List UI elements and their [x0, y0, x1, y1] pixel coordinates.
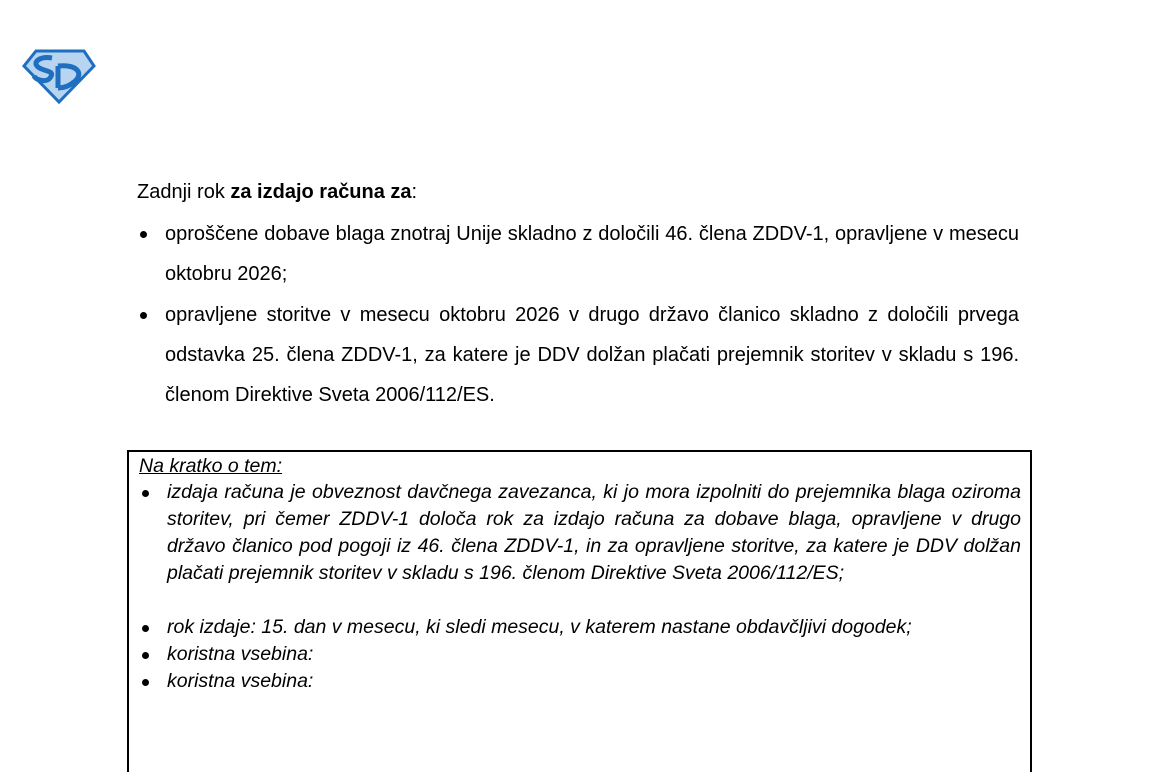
- heading-colon: :: [411, 181, 418, 203]
- summary-item: [139, 668, 1021, 695]
- summary-item-text: rok izdaje: 15. dan v mesecu, ki sledi mesecu, v katerem nastane obdavčljivi dogodek;: [167, 616, 912, 638]
- bullet-icon: [142, 490, 149, 497]
- summary-box: [127, 450, 1032, 772]
- summary-item: [139, 479, 1021, 587]
- bullet-icon: [140, 231, 147, 238]
- heading-text: Zadnji rok: [137, 181, 231, 203]
- list-item-text: opravljene storitve v mesecu oktobru 2026 v drugo državo članico skladno z določili prvega odstavka 25. člena ZDDV-1, za katere je DDV dolžan plačati prejemnik storitev v skladu s 196. členom Direktive Sveta 2006/112/ES.: [165, 304, 1019, 406]
- bullet-icon: [142, 652, 149, 659]
- summary-item: [139, 614, 1021, 641]
- summary-item-text: izdaja računa je obveznost davčnega zavezanca, ki jo mora izpolniti do prejemnika blaga oziroma storitev, pri čemer ZDDV-1 določa rok za izdajo računa za dobave blaga, opravljene v drugo državo članico pod pogoji iz 46. člena ZDDV-1, in za opravljene storitve, za katere je DDV dolžan plačati prejemnik storitev v skladu s 196. členom Direktive Sveta 2006/112/ES;: [167, 481, 1021, 584]
- bullet-icon: [140, 312, 147, 319]
- list-item: [137, 214, 1019, 294]
- summary-list: [139, 479, 1021, 695]
- list-item-text: oproščene dobave blaga znotraj Unije skladno z določili 46. člena ZDDV-1, opravljene v mesecu oktobru 2026;: [165, 223, 1019, 285]
- deadline-list: [137, 214, 1019, 415]
- heading-bold-text: za izdajo računa za: [230, 181, 412, 203]
- summary-item-text: koristna vsebina:: [167, 670, 314, 692]
- bullet-icon: [142, 625, 149, 632]
- summary-title: Na kratko o tem:: [139, 455, 283, 477]
- list-item: [137, 295, 1019, 415]
- summary-item: [139, 641, 1021, 668]
- document-body: [137, 176, 1019, 416]
- company-logo: [22, 48, 96, 104]
- summary-item-text: koristna vsebina:: [167, 643, 314, 665]
- section-heading: [137, 176, 1019, 208]
- bullet-icon: [142, 679, 149, 686]
